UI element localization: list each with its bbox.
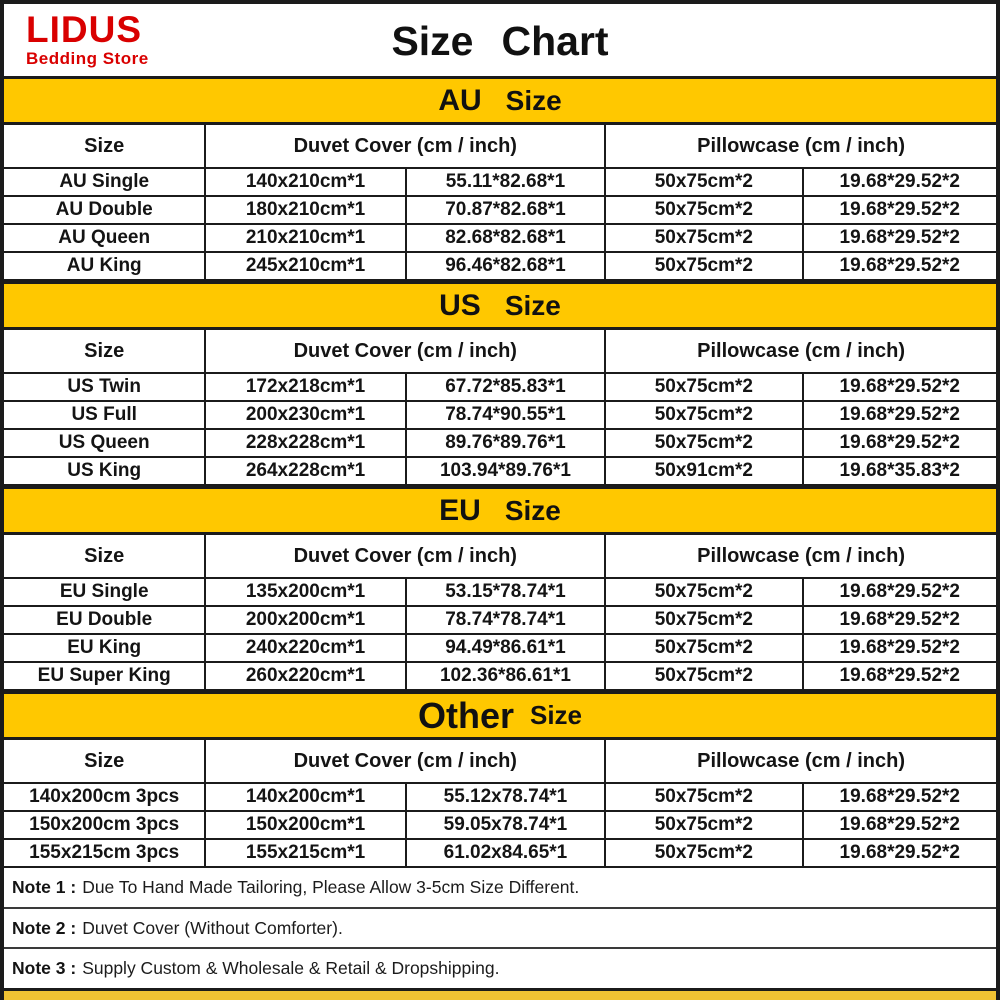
table-cell: 50x75cm*2	[605, 429, 802, 457]
table-cell: 19.68*29.52*2	[803, 429, 996, 457]
row-size-label: AU Double	[4, 196, 205, 224]
table-cell: 19.68*29.52*2	[803, 196, 996, 224]
note-row	[4, 868, 996, 907]
note-text: Due To Hand Made Tailoring, Please Allow 3-5cm Size Different.	[82, 876, 580, 897]
table-cell: 50x75cm*2	[605, 252, 802, 280]
table-cell: 50x75cm*2	[605, 811, 802, 839]
table-cell: 19.68*29.52*2	[803, 839, 996, 867]
table-cell: 55.12x78.74*1	[406, 783, 605, 811]
banner-size-label: Size	[504, 494, 561, 526]
section-banner	[4, 691, 996, 740]
table-cell: 94.49*86.61*1	[406, 634, 605, 662]
table-cell: 82.68*82.68*1	[406, 224, 605, 252]
banner-size-label: Size	[529, 700, 583, 730]
row-size-label: US Queen	[4, 429, 205, 457]
note-row	[4, 907, 996, 948]
table-row	[4, 224, 996, 252]
table-cell: 155x215cm*1	[205, 839, 405, 867]
table-cell: 19.68*35.83*2	[803, 457, 996, 485]
row-size-label: US King	[4, 457, 205, 485]
table-cell: 61.02x84.65*1	[406, 839, 605, 867]
table-header-row	[4, 740, 996, 783]
section-banner	[4, 486, 996, 535]
note-label: Note 2 :	[12, 917, 77, 938]
column-header-pillow: Pillowcase (cm / inch)	[605, 535, 996, 578]
bottom-accent-strip	[4, 988, 996, 1000]
table-cell: 50x75cm*2	[605, 839, 802, 867]
section-banner	[4, 76, 996, 125]
size-table	[4, 330, 996, 486]
table-row	[4, 662, 996, 690]
table-cell: 228x228cm*1	[205, 429, 405, 457]
table-cell: 19.68*29.52*2	[803, 578, 996, 606]
table-row	[4, 429, 996, 457]
table-cell: 200x200cm*1	[205, 606, 405, 634]
table-row	[4, 783, 996, 811]
table-row	[4, 634, 996, 662]
column-header-pillow: Pillowcase (cm / inch)	[605, 330, 996, 373]
table-cell: 135x200cm*1	[205, 578, 405, 606]
table-cell: 200x230cm*1	[205, 401, 405, 429]
size-table	[4, 535, 996, 691]
table-cell: 19.68*29.52*2	[803, 252, 996, 280]
section-eu-size	[4, 486, 996, 691]
table-row	[4, 578, 996, 606]
section-other-size	[4, 691, 996, 868]
table-cell: 50x75cm*2	[605, 373, 802, 401]
table-cell: 19.68*29.52*2	[803, 662, 996, 690]
table-row	[4, 839, 996, 867]
column-header-pillow: Pillowcase (cm / inch)	[605, 125, 996, 168]
table-cell: 140x200cm*1	[205, 783, 405, 811]
notes-area	[4, 868, 996, 988]
table-cell: 140x210cm*1	[205, 168, 405, 196]
column-header-size: Size	[4, 535, 205, 578]
table-row	[4, 606, 996, 634]
table-row	[4, 168, 996, 196]
table-cell: 210x210cm*1	[205, 224, 405, 252]
brand-subtitle: Bedding Store	[26, 49, 149, 68]
column-header-duvet: Duvet Cover (cm / inch)	[205, 535, 605, 578]
table-cell: 19.68*29.52*2	[803, 811, 996, 839]
table-row	[4, 811, 996, 839]
table-row	[4, 373, 996, 401]
size-table	[4, 740, 996, 868]
table-cell: 50x75cm*2	[605, 578, 802, 606]
table-cell: 78.74*90.55*1	[406, 401, 605, 429]
size-sections	[4, 76, 996, 868]
table-cell: 260x220cm*1	[205, 662, 405, 690]
table-cell: 50x75cm*2	[605, 783, 802, 811]
row-size-label: 150x200cm 3pcs	[4, 811, 205, 839]
table-cell: 50x75cm*2	[605, 401, 802, 429]
table-cell: 50x75cm*2	[605, 196, 802, 224]
row-size-label: AU King	[4, 252, 205, 280]
page-title	[4, 18, 996, 68]
table-cell: 19.68*29.52*2	[803, 606, 996, 634]
banner-region-label: US	[439, 288, 481, 322]
row-size-label: US Twin	[4, 373, 205, 401]
row-size-label: EU Single	[4, 578, 205, 606]
page-header	[4, 4, 996, 76]
table-cell: 50x75cm*2	[605, 662, 802, 690]
table-cell: 245x210cm*1	[205, 252, 405, 280]
table-cell: 180x210cm*1	[205, 196, 405, 224]
table-header-row	[4, 535, 996, 578]
row-size-label: 155x215cm 3pcs	[4, 839, 205, 867]
column-header-pillow: Pillowcase (cm / inch)	[605, 740, 996, 783]
table-cell: 19.68*29.52*2	[803, 373, 996, 401]
note-text: Duvet Cover (Without Comforter).	[82, 917, 343, 938]
row-size-label: AU Queen	[4, 224, 205, 252]
table-row	[4, 401, 996, 429]
table-cell: 59.05x78.74*1	[406, 811, 605, 839]
row-size-label: EU Super King	[4, 662, 205, 690]
table-cell: 19.68*29.52*2	[803, 634, 996, 662]
table-cell: 50x75cm*2	[605, 168, 802, 196]
table-cell: 19.68*29.52*2	[803, 783, 996, 811]
table-header-row	[4, 125, 996, 168]
column-header-duvet: Duvet Cover (cm / inch)	[205, 330, 605, 373]
page-title-word2: Chart	[501, 18, 609, 64]
table-cell: 50x75cm*2	[605, 606, 802, 634]
table-cell: 19.68*29.52*2	[803, 168, 996, 196]
table-cell: 67.72*85.83*1	[406, 373, 605, 401]
column-header-duvet: Duvet Cover (cm / inch)	[205, 740, 605, 783]
row-size-label: EU Double	[4, 606, 205, 634]
banner-size-label: Size	[504, 289, 561, 321]
section-au-size	[4, 76, 996, 281]
brand-name: LIDUS	[26, 9, 142, 50]
section-banner	[4, 281, 996, 330]
table-row	[4, 252, 996, 280]
table-row	[4, 457, 996, 485]
column-header-size: Size	[4, 740, 205, 783]
section-us-size	[4, 281, 996, 486]
table-cell: 78.74*78.74*1	[406, 606, 605, 634]
note-text: Supply Custom & Wholesale & Retail & Dropshipping.	[82, 958, 500, 979]
banner-region-label: EU	[439, 493, 481, 527]
banner-size-label: Size	[505, 84, 562, 116]
size-table	[4, 125, 996, 281]
note-row	[4, 947, 996, 988]
column-header-duvet: Duvet Cover (cm / inch)	[205, 125, 605, 168]
note-label: Note 3 :	[12, 958, 77, 979]
column-header-size: Size	[4, 125, 205, 168]
table-cell: 102.36*86.61*1	[406, 662, 605, 690]
column-header-size: Size	[4, 330, 205, 373]
table-cell: 53.15*78.74*1	[406, 578, 605, 606]
table-cell: 70.87*82.68*1	[406, 196, 605, 224]
table-cell: 55.11*82.68*1	[406, 168, 605, 196]
table-cell: 103.94*89.76*1	[406, 457, 605, 485]
table-row	[4, 196, 996, 224]
table-cell: 150x200cm*1	[205, 811, 405, 839]
row-size-label: EU King	[4, 634, 205, 662]
table-cell: 89.76*89.76*1	[406, 429, 605, 457]
page-title-word1: Size	[391, 18, 474, 64]
banner-region-label: AU	[438, 83, 482, 117]
table-cell: 19.68*29.52*2	[803, 401, 996, 429]
table-cell: 19.68*29.52*2	[803, 224, 996, 252]
table-cell: 50x75cm*2	[605, 634, 802, 662]
table-cell: 172x218cm*1	[205, 373, 405, 401]
table-cell: 264x228cm*1	[205, 457, 405, 485]
row-size-label: AU Single	[4, 168, 205, 196]
table-cell: 240x220cm*1	[205, 634, 405, 662]
table-cell: 50x75cm*2	[605, 224, 802, 252]
row-size-label: US Full	[4, 401, 205, 429]
table-header-row	[4, 330, 996, 373]
banner-region-label: Other	[417, 694, 514, 736]
table-cell: 96.46*82.68*1	[406, 252, 605, 280]
table-cell: 50x91cm*2	[605, 457, 802, 485]
note-label: Note 1 :	[12, 876, 77, 897]
row-size-label: 140x200cm 3pcs	[4, 783, 205, 811]
